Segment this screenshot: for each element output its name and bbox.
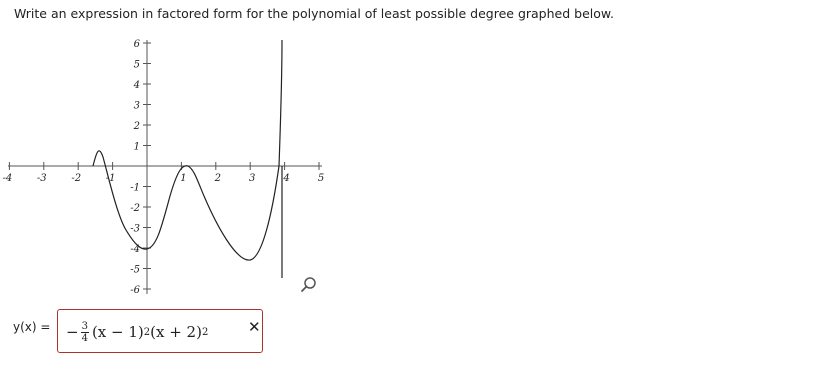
x-tick-label: 5 [317, 173, 325, 184]
exponent-1: 2 [143, 326, 151, 338]
magnifier-icon[interactable] [300, 276, 318, 294]
x-tick-label: 3 [249, 173, 256, 184]
y-tick-label: 2 [133, 121, 140, 132]
x-tick-label: -2 [71, 173, 82, 184]
y-tick-label: -4 [130, 244, 140, 255]
x-tick-label: -4 [2, 173, 13, 184]
y-tick-label: -6 [130, 285, 140, 296]
x-tick-labels [0, 173, 324, 184]
factor-1: (x − 1) [91, 323, 144, 341]
y-tick-label: -3 [130, 223, 140, 235]
y-tick-labels [130, 39, 140, 296]
y-tick-label: 3 [133, 100, 140, 112]
answer-expression [66, 316, 208, 348]
question-text: Write an expression in factored form for the polynomial of least possible degree graphed below. [14, 6, 614, 21]
x-tick-label: -3 [36, 173, 47, 184]
y-tick-label: 6 [133, 39, 140, 50]
y-tick-label: -5 [130, 264, 140, 276]
fraction-numerator: 3 [81, 320, 88, 332]
y-tick-label: 4 [133, 80, 140, 91]
incorrect-icon: ✕ [248, 318, 261, 336]
y-tick-label: -1 [130, 182, 140, 194]
negative-sign: − [66, 323, 79, 341]
x-tick-label: 1 [180, 173, 187, 184]
y-tick-label: 1 [133, 141, 140, 153]
coefficient-fraction [81, 321, 89, 344]
x-tick-label: -1 [105, 173, 116, 184]
x-tick-label: 2 [214, 173, 221, 184]
answer-label: y(x) = [13, 320, 51, 334]
x-tick-label: 4 [283, 173, 290, 184]
factor-2: (x + 2) [150, 323, 202, 341]
y-tick-label: 5 [133, 59, 140, 71]
polynomial-curve [93, 40, 282, 260]
y-tick-label: -2 [130, 203, 140, 214]
answer-input[interactable] [57, 309, 263, 353]
fraction-denominator: 4 [81, 332, 88, 344]
exponent-2: 2 [201, 326, 209, 338]
